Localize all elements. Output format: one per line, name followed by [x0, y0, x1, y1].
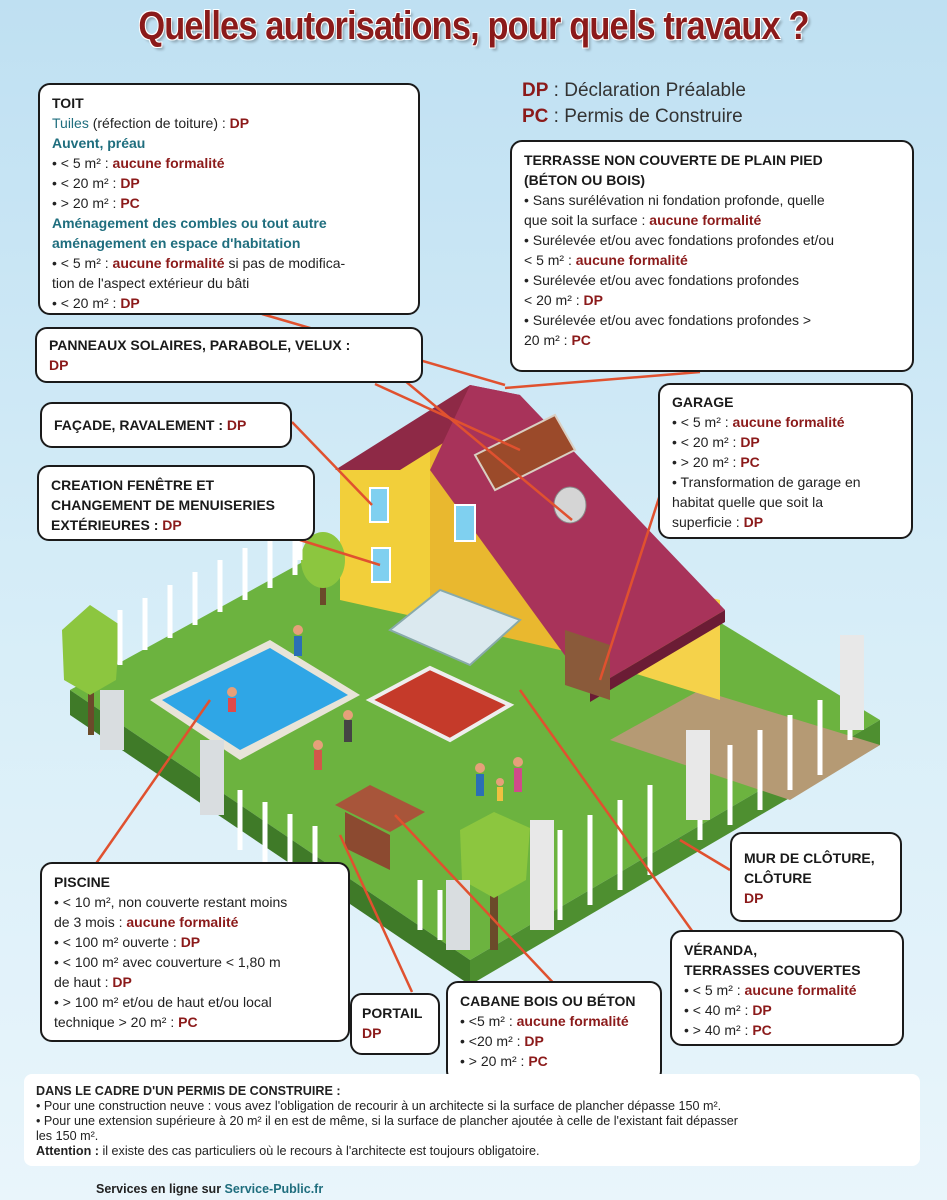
cabane-line2: • <20 m² : — [460, 1033, 525, 1049]
veranda-line2-value: DP — [752, 1002, 772, 1018]
footer — [96, 1182, 323, 1196]
toit-tuiles: Tuiles — [52, 115, 89, 131]
veranda-heading: VÉRANDA, — [684, 942, 758, 958]
window — [372, 548, 390, 582]
veranda-line2: • < 40 m² : — [684, 1002, 753, 1018]
piscine-heading: PISCINE — [54, 874, 111, 890]
architect-note-line2: • Pour une extension supérieure à 20 m² il en est de même, si la surface de plancher ajoutée à celle de l'existant fait dépasser — [36, 1114, 738, 1128]
fenetre-value: DP — [162, 517, 182, 533]
toit-tuiles-value: DP — [229, 115, 250, 131]
veranda-heading-2: TERRASSES COUVERTES — [684, 962, 861, 978]
cabane-line2-value: DP — [524, 1033, 544, 1049]
toit-line8-detail: si pas de modifica- — [224, 255, 346, 271]
toit-line5-value: PC — [120, 195, 140, 211]
legend-pc-abbr: PC — [522, 106, 549, 127]
facade-label: FAÇADE, RAVALEMENT : — [54, 417, 227, 433]
fence-post — [530, 820, 554, 930]
cloture-line1: MUR DE CLÔTURE, — [744, 850, 875, 866]
piscine-line6: • > 100 m² et/ou de haut et/ou local — [54, 994, 272, 1010]
fence-post — [840, 635, 864, 730]
piscine-line5: de haut : — [54, 974, 113, 990]
terrasse-box — [510, 140, 914, 372]
garage-line1: • < 5 m² : — [672, 414, 733, 430]
garage-box — [658, 383, 913, 539]
toit-heading: TOIT — [52, 95, 84, 111]
terrasse-line5: • Surélevée et/ou avec fondations profondes — [524, 272, 799, 288]
cabane-heading: CABANE BOIS OU BÉTON — [460, 993, 636, 1009]
architect-note-line1: • Pour une construction neuve : vous avez l'obligation de recourir à un architecte si la surface de plancher dépasse 150 m². — [36, 1099, 722, 1113]
terrasse-line7: • Surélevée et/ou avec fondations profondes > — [524, 312, 812, 328]
architect-note-line3: les 150 m². — [36, 1129, 99, 1143]
architect-note — [24, 1074, 920, 1166]
toit-box — [38, 83, 420, 315]
terrasse-line4-value: aucune formalité — [575, 252, 688, 268]
window — [455, 505, 475, 541]
fence-post — [100, 690, 124, 750]
cloture-value: DP — [744, 890, 764, 906]
piscine-line1: • < 10 m², non couverte restant moins — [54, 894, 288, 910]
terrasse-line3: • Surélevée et/ou avec fondations profondes et/ou — [524, 232, 835, 248]
veranda-line1-value: aucune formalité — [744, 982, 857, 998]
veranda-line3: • > 40 m² : — [684, 1022, 753, 1038]
cabane-line1: • <5 m² : — [460, 1013, 517, 1029]
toit-line5: • > 20 m² : — [52, 195, 121, 211]
panneaux-box — [35, 327, 423, 383]
piscine-line5-value: DP — [112, 974, 132, 990]
facade-value: DP — [226, 417, 247, 433]
portail-label: PORTAIL — [362, 1005, 423, 1021]
toit-line8: • < 5 m² : — [52, 255, 113, 271]
piscine-line2: de 3 mois : — [54, 914, 127, 930]
piscine-line3: • < 100 m² ouverte : — [54, 934, 181, 950]
veranda-line3-value: PC — [752, 1022, 772, 1038]
legend-pc-text: Permis de Construire — [564, 106, 743, 127]
architect-note-heading: DANS LE CADRE D'UN PERMIS DE CONSTRUIRE : — [36, 1084, 341, 1098]
garage-line1-value: aucune formalité — [732, 414, 845, 430]
garage-line3-value: PC — [740, 454, 760, 470]
garage-line5: habitat quelle que soit la — [672, 494, 823, 510]
terrasse-line6: < 20 m² : — [524, 292, 584, 308]
terrasse-line2-value: aucune formalité — [649, 212, 762, 228]
toit-line8-value: aucune formalité — [112, 255, 225, 271]
cabane-line1-value: aucune formalité — [516, 1013, 629, 1029]
toit-combles-2: aménagement en espace d'habitation — [52, 235, 301, 251]
toit-line3: • < 5 m² : — [52, 155, 113, 171]
attention-label: Attention : — [36, 1144, 99, 1158]
fence-post — [686, 730, 710, 820]
cloture-line2: CLÔTURE — [744, 870, 812, 886]
fence-post — [200, 740, 224, 815]
portail-value: DP — [362, 1025, 382, 1041]
toit-combles: Aménagement des combles ou tout autre — [52, 215, 327, 231]
terrasse-line2: que soit la surface : — [524, 212, 650, 228]
veranda-box — [670, 930, 904, 1046]
piscine-line7: technique > 20 m² : — [54, 1014, 179, 1030]
terrasse-line8: 20 m² : — [524, 332, 572, 348]
toit-line3-value: aucune formalité — [112, 155, 225, 171]
portail-box — [350, 993, 440, 1055]
panneaux-value: DP — [49, 357, 69, 373]
toit-auvent: Auvent, préau — [52, 135, 146, 151]
piscine-line4: • < 100 m² avec couverture < 1,80 m — [54, 954, 281, 970]
toit-line9: tion de l'aspect extérieur du bâti — [52, 275, 250, 291]
fenetre-box — [37, 465, 315, 541]
terrasse-line6-value: DP — [583, 292, 603, 308]
fenetre-line1: CREATION FENÊTRE ET — [51, 477, 215, 493]
toit-line4-value: DP — [120, 175, 140, 191]
legend-dp-text: Déclaration Préalable — [564, 80, 746, 101]
cabane-box — [446, 981, 662, 1083]
piscine-line3-value: DP — [180, 934, 201, 950]
legend: DP : Déclaration Préalable PC : Permis de Construire — [522, 80, 746, 127]
garage-line3: • > 20 m² : — [672, 454, 741, 470]
terrasse-heading-2: (BÉTON OU BOIS) — [524, 172, 646, 188]
garage-line4: • Transformation de garage en — [672, 474, 861, 490]
fenetre-line2: CHANGEMENT DE MENUISERIES — [51, 497, 276, 513]
piscine-line2-value: aucune formalité — [126, 914, 239, 930]
piscine-box — [40, 862, 350, 1042]
fenetre-line3: EXTÉRIEURES : — [51, 517, 163, 533]
garage-line2: • < 20 m² : — [672, 434, 741, 450]
garage-line6: superficie : — [672, 514, 744, 530]
garage-heading: GARAGE — [672, 394, 734, 410]
garage-line2-value: DP — [740, 434, 760, 450]
toit-tuiles-detail: (réfection de toiture) : — [88, 115, 230, 131]
toit-line10: • < 20 m² : — [52, 295, 121, 311]
toit-line4: • < 20 m² : — [52, 175, 121, 191]
facade-box — [40, 402, 292, 448]
garage-line6-value: DP — [743, 514, 764, 530]
toit-line10-value: DP — [120, 295, 140, 311]
attention-text: il existe des cas particuliers où le recours à l'architecte est toujours obligatoire. — [98, 1144, 540, 1158]
terrasse-line4: < 5 m² : — [524, 252, 576, 268]
legend-dp-abbr: DP — [522, 80, 549, 101]
veranda-line1: • < 5 m² : — [684, 982, 745, 998]
footer-prefix: Services en ligne sur — [96, 1182, 225, 1196]
terrasse-line8-value: PC — [571, 332, 591, 348]
terrasse-heading: TERRASSE NON COUVERTE DE PLAIN PIED — [524, 152, 823, 168]
terrasse-line1: • Sans surélévation ni fondation profonde, quelle — [524, 192, 825, 208]
footer-site-link[interactable]: Service-Public.fr — [224, 1182, 324, 1196]
cabane-line3-value: PC — [528, 1053, 548, 1069]
piscine-line7-value: PC — [178, 1014, 198, 1030]
window — [370, 488, 388, 522]
cabane-line3: • > 20 m² : — [460, 1053, 529, 1069]
page-title: Quelles autorisations, pour quels travaux ? — [138, 4, 809, 48]
cloture-box — [730, 832, 902, 922]
panneaux-label: PANNEAUX SOLAIRES, PARABOLE, VELUX : — [49, 337, 351, 353]
